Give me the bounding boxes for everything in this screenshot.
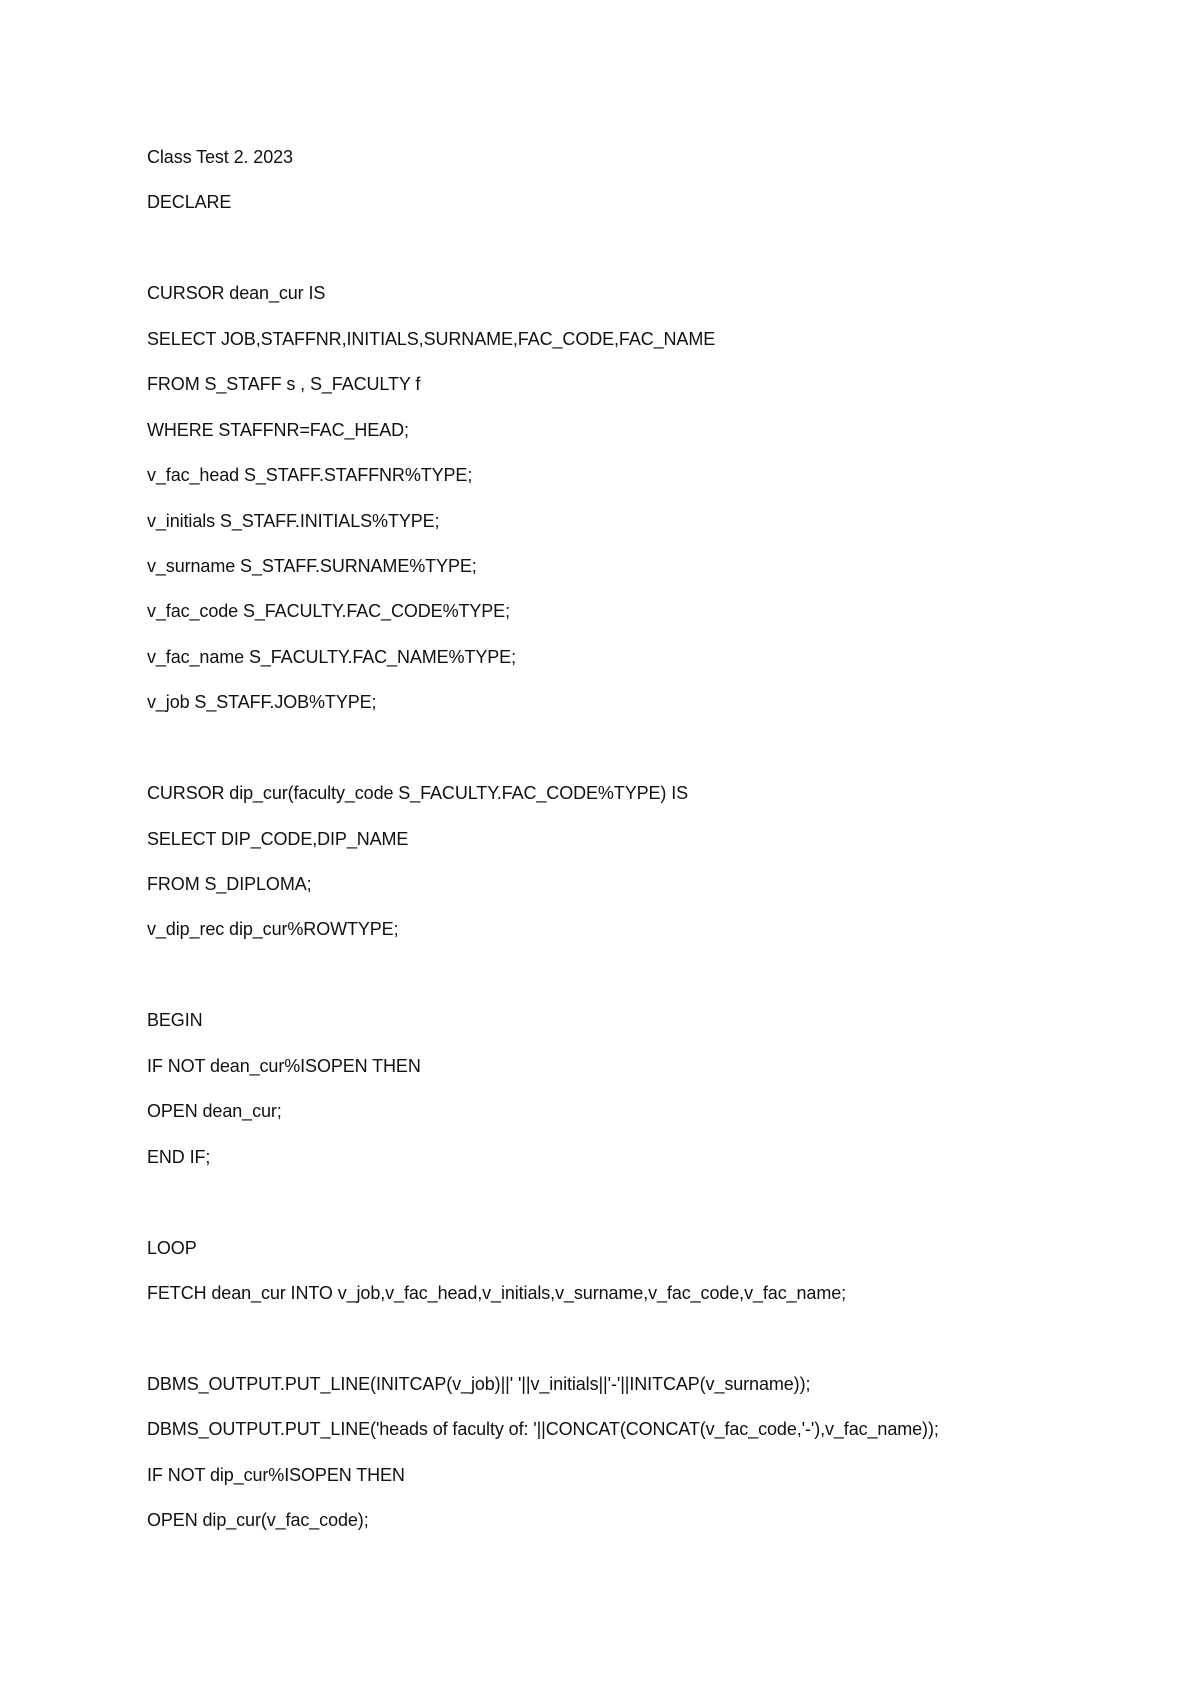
code-line-from-staff: FROM S_STAFF s , S_FACULTY f [147,374,421,395]
code-line-var-fac-head: v_fac_head S_STAFF.STAFFNR%TYPE; [147,465,473,486]
code-line-cursor-dip: CURSOR dip_cur(faculty_code S_FACULTY.FAC_CODE%TYPE) IS [147,783,689,804]
code-line-if-dean-open: IF NOT dean_cur%ISOPEN THEN [147,1055,421,1076]
code-line-var-surname: v_surname S_STAFF.SURNAME%TYPE; [147,555,477,576]
code-line-var-dip-rec: v_dip_rec dip_cur%ROWTYPE; [147,919,399,940]
code-line-open-dip: OPEN dip_cur(v_fac_code); [147,1510,369,1531]
code-line-var-initials: v_initials S_STAFF.INITIALS%TYPE; [147,510,440,531]
code-line-var-fac-code: v_fac_code S_FACULTY.FAC_CODE%TYPE; [147,601,510,622]
blank-line [147,738,1147,759]
code-line-select-staff: SELECT JOB,STAFFNR,INITIALS,SURNAME,FAC_CODE,FAC_NAME [147,328,716,349]
document-title: Class Test 2. 2023 [147,147,293,167]
blank-line [147,1328,1147,1349]
code-line-output-faculty: DBMS_OUTPUT.PUT_LINE('heads of faculty of: '||CONCAT(CONCAT(v_fac_code,'-'),v_fac_name)); [147,1419,939,1440]
code-line-end-if: END IF; [147,1146,211,1167]
document-body [147,147,1147,1556]
code-line-var-job: v_job S_STAFF.JOB%TYPE; [147,692,377,713]
blank-line [147,238,1147,259]
code-line-declare: DECLARE [147,192,232,213]
code-line-open-dean: OPEN dean_cur; [147,1101,282,1122]
code-line-begin: BEGIN [147,1010,203,1031]
code-line-var-fac-name: v_fac_name S_FACULTY.FAC_NAME%TYPE; [147,646,516,667]
code-line-cursor-dean: CURSOR dean_cur IS [147,283,326,304]
code-line-output-name: DBMS_OUTPUT.PUT_LINE(INITCAP(v_job)||' '||v_initials||'-'||INITCAP(v_surname)); [147,1373,811,1394]
blank-line [147,1192,1147,1213]
code-line-fetch: FETCH dean_cur INTO v_job,v_fac_head,v_initials,v_surname,v_fac_code,v_fac_name; [147,1282,847,1303]
code-line-select-diploma: SELECT DIP_CODE,DIP_NAME [147,828,409,849]
blank-line [147,965,1147,986]
code-line-where: WHERE STAFFNR=FAC_HEAD; [147,419,409,440]
code-line-if-dip-open: IF NOT dip_cur%ISOPEN THEN [147,1464,405,1485]
code-line-loop: LOOP [147,1237,197,1258]
code-line-from-diploma: FROM S_DIPLOMA; [147,874,312,894]
